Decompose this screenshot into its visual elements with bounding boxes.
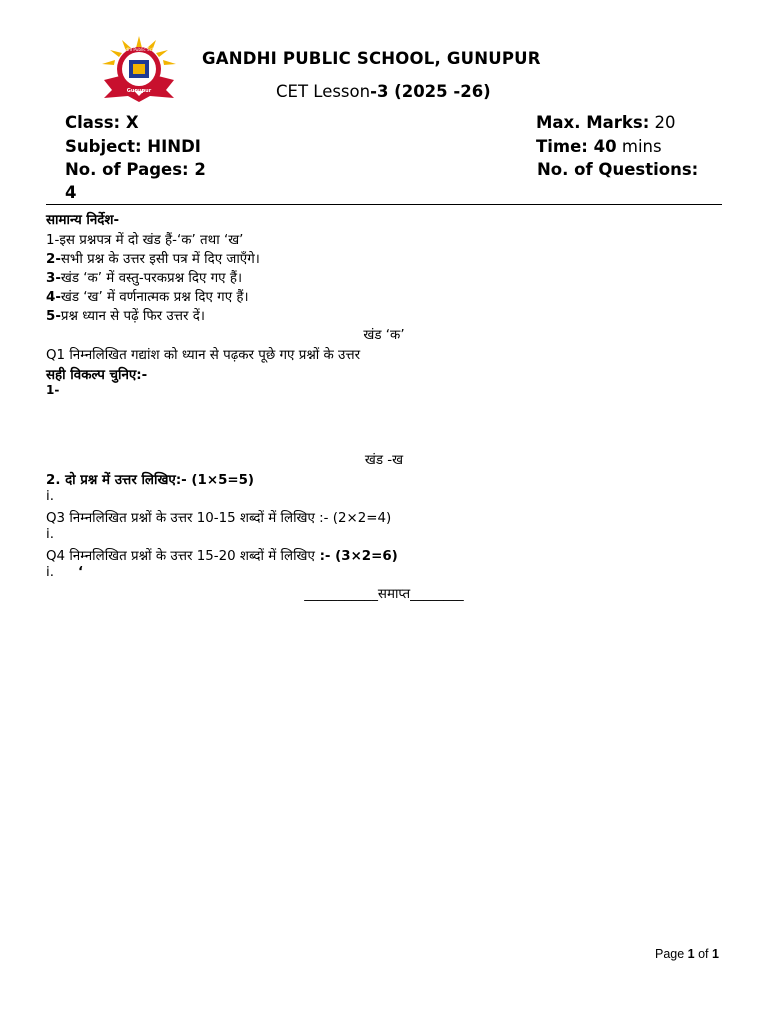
page-word: Page xyxy=(655,947,688,961)
question-1-item xyxy=(46,383,59,397)
pages-field xyxy=(65,160,206,179)
instruction-number: 2- xyxy=(46,252,61,267)
logo-emblem-center xyxy=(133,64,145,74)
instruction-number: 3- xyxy=(46,271,61,286)
subject-field xyxy=(65,137,201,156)
max-marks-value: 20 xyxy=(649,113,676,132)
exam-title-suffix: -3 (2025 -26) xyxy=(370,82,491,101)
instruction-item xyxy=(46,306,205,324)
page-number: 1 xyxy=(687,947,695,961)
page-counter xyxy=(655,947,719,961)
page-of-word: of xyxy=(694,947,712,961)
class-label: Class: xyxy=(65,113,121,132)
questions-label: No. of Questions: xyxy=(537,160,699,179)
instruction-text: प्रश्न ध्यान से पढ़ें फिर उत्तर दें। xyxy=(60,309,205,324)
school-name: GANDHI PUBLIC SCHOOL, GUNUPUR xyxy=(202,49,541,68)
instruction-item xyxy=(46,230,243,248)
time-value: 40 xyxy=(587,137,617,156)
questions-field xyxy=(537,160,698,179)
exam-title-mid: esson xyxy=(322,82,371,101)
instruction-item xyxy=(46,287,249,305)
question-2-item: i. xyxy=(46,489,54,504)
subject-label: Subject: xyxy=(65,137,142,156)
instructions-heading xyxy=(46,210,119,228)
question-3-marks: (2×2=4) xyxy=(328,511,392,526)
question-2-text: 2. दो प्रश्न में उत्तर लिखिए:- xyxy=(46,473,187,488)
instructions-heading-text: सामान्य निर्देश- xyxy=(46,213,120,228)
pages-label: No. of Pages: xyxy=(65,160,189,179)
end-of-paper: ___________समाप्त________ xyxy=(304,587,464,602)
instruction-number: 5- xyxy=(46,309,61,324)
question-1-continued xyxy=(46,365,147,383)
time-unit: mins xyxy=(616,137,662,156)
pages-value: 2 xyxy=(188,160,206,179)
question-4-text: Q4 निम्नलिखित प्रश्नों के उत्तर 15-20 शब्दों में लिखिए xyxy=(46,549,315,564)
question-4-item xyxy=(46,565,83,580)
exam-title xyxy=(276,82,491,101)
question-4 xyxy=(46,546,398,564)
max-marks-field xyxy=(536,113,676,132)
instruction-item xyxy=(46,268,242,286)
question-4-item-number: i. xyxy=(46,565,54,580)
instruction-number: 1- xyxy=(46,233,60,248)
page-total: 1 xyxy=(712,947,719,961)
logo-text-bottom: Gunupur xyxy=(126,88,152,94)
question-3-item: i. xyxy=(46,527,54,542)
class-value: X xyxy=(120,113,139,132)
question-1: Q1 निम्नलिखित गद्यांश को ध्यान से पढ़कर पूछे गए प्रश्नों के उत्तर xyxy=(46,348,361,363)
questions-value-line xyxy=(65,183,76,202)
max-marks-label: Max. Marks: xyxy=(536,113,650,132)
question-3-text: Q3 निम्नलिखित प्रश्नों के उत्तर 10-15 शब्दों में लिखिए :- xyxy=(46,511,329,526)
question-2-marks: (1×5=5) xyxy=(186,473,255,488)
instruction-text: सभी प्रश्न के उत्तर इसी पत्र में दिए जाएँगे। xyxy=(60,252,260,267)
exam-title-prefix: CET L xyxy=(276,82,323,101)
question-1-item-number: 1- xyxy=(46,383,60,397)
questions-value: 4 xyxy=(65,183,77,202)
question-3 xyxy=(46,508,391,526)
time-label: Time: xyxy=(536,137,588,156)
section-b-title: खंड -ख xyxy=(364,453,404,468)
school-logo xyxy=(100,36,178,104)
header-divider xyxy=(46,204,722,205)
section-a-title: खंड ‘क’ xyxy=(363,328,405,343)
instruction-text: इस प्रश्नपत्र में दो खंड हैं-‘क’ तथा ‘ख’ xyxy=(59,233,244,248)
logo-text-top: Gandhi Public School xyxy=(117,47,161,52)
question-2 xyxy=(46,470,254,488)
question-4-marks: :- (3×2=6) xyxy=(314,549,398,564)
instruction-text: खंड ‘ख’ में वर्णनात्मक प्रश्न दिए गए हैं। xyxy=(60,290,249,305)
time-field xyxy=(536,137,662,156)
instruction-number: 4- xyxy=(46,290,61,305)
question-1-continued-text: सही विकल्प चुनिए:- xyxy=(46,368,148,383)
question-4-item-quote: ‘ xyxy=(77,565,84,580)
instruction-text: खंड ‘क’ में वस्तु-परकप्रश्न दिए गए हैं। xyxy=(60,271,243,286)
instruction-item xyxy=(46,249,260,267)
class-field xyxy=(65,113,139,132)
subject-value: HINDI xyxy=(141,137,201,156)
